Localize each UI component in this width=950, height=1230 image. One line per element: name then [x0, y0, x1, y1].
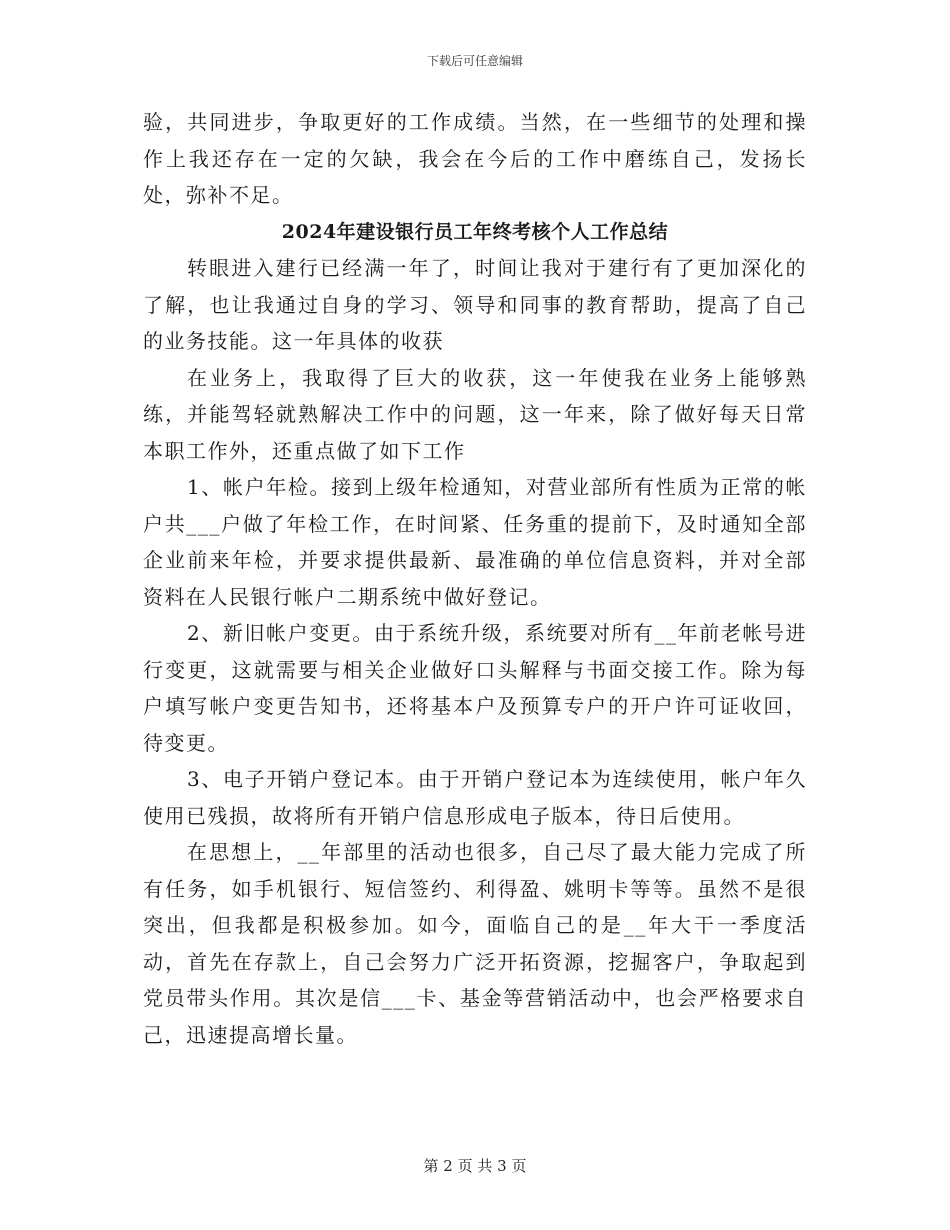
page-header-note: 下载后可任意编辑 — [426, 54, 523, 68]
paragraph-item-3: 3、电子开销户登记本。由于开销户登记本为连续使用，帐户年久使用已残损，故将所有开销户信息形成电子版本，待日后使用。 — [143, 767, 807, 828]
document-title: 2024年建设银行员工年终考核个人工作总结 — [281, 220, 669, 243]
lead-paragraph: 验，共同进步，争取更好的工作成绩。当然，在一些细节的处理和操作上我还存在一定的欠缺，我会在今后的工作中磨练自己，发扬长处，弥补不足。 — [143, 110, 807, 207]
paragraph-intro: 转眼进入建行已经满一年了，时间让我对于建行有了更加深化的了解，也让我通过自身的学习、领导和同事的教育帮助，提高了自己的业务技能。这一年具体的收获 — [143, 256, 807, 353]
paragraph-item-2: 2、新旧帐户变更。由于系统升级，系统要对所有__年前老帐号进行变更，这就需要与相关企业做好口头解释与书面交接工作。除为每户填写帐户变更告知书，还将基本户及预算专户的开户许可证收回，待变更。 — [143, 621, 807, 755]
page-number: 第 2 页 共 3 页 — [423, 1157, 527, 1175]
document-body — [143, 104, 807, 1053]
paragraph-thought: 在思想上，__年部里的活动也很多，自己尽了最大能力完成了所有任务，如手机银行、短信签约、利得盈、姚明卡等等。虽然不是很突出，但我都是积极参加。如今，面临自己的是__年大干一季度活动，首先在存款上，自己会努力广泛开拓资源，挖掘客户，争取起到党员带头作用。其次是信___卡、基金等营销活动中，也会严格要求自己，迅速提高增长量。 — [143, 840, 807, 1047]
paragraph-item-1: 1、帐户年检。接到上级年检通知，对营业部所有性质为正常的帐户共___户做了年检工作，在时间紧、任务重的提前下，及时通知全部企业前来年检，并要求提供最新、最准确的单位信息资料，并对全部资料在人民银行帐户二期系统中做好登记。 — [143, 475, 807, 609]
paragraph-business: 在业务上，我取得了巨大的收获，这一年使我在业务上能够熟练，并能驾轻就熟解决工作中的问题，这一年来，除了做好每天日常本职工作外，还重点做了如下工作 — [143, 365, 807, 463]
